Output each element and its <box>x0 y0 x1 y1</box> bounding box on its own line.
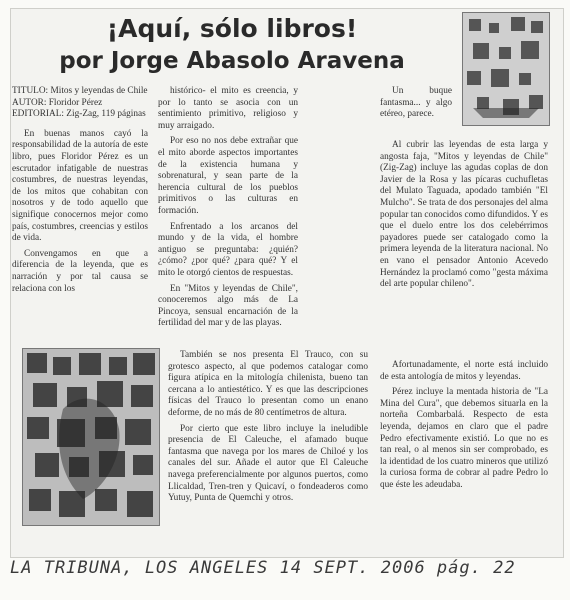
handwritten-caption: LA TRIBUNA, LOS ANGELES 14 SEPT. 2006 pág. 22 <box>10 558 516 578</box>
article-column-3a <box>380 86 452 125</box>
illustration-mosaic-image <box>22 348 160 526</box>
meta-title: TITULO: Mitos y leyendas de Chile <box>12 86 148 96</box>
headline-byline: por Jorge Abasolo Aravena <box>59 48 405 74</box>
paragraph: En buenas manos cayó la responsabilidad de la autoría de este libro, pues Floridor Pérez es un escrutador infatigable de nuestras costumbres, de nuestras leyendas, de los mitos que cohabitan con nosotros y de todo aquello que signifique conocernos mejor como país, costumbres, creencias y estilos de vida. <box>12 128 148 244</box>
meta-author: AUTOR: Floridor Pérez <box>12 97 103 108</box>
paragraph: Convengamos en que a diferencia de la leyenda, que es narración y por tal causa se relaciona con los <box>12 248 148 294</box>
article-column-3b <box>380 140 548 295</box>
headline-title: ¡Aquí, sólo libros! <box>106 14 358 43</box>
paragraph: En "Mitos y leyendas de Chile", conoceremos algo más de La Pincoya, sensual encarnación de la fertilidad del mar y de las playas. <box>158 283 298 329</box>
article-column-1 <box>12 86 148 299</box>
article-column-3c <box>380 360 548 496</box>
paragraph: Afortunadamente, el norte está incluido de esta antología de mitos y leyendas. <box>380 360 548 382</box>
paragraph: histórico- el mito es creencia, y por lo tanto se asocia con un sentimiento primitivo, religioso y muy arraigado. <box>158 86 298 131</box>
paragraph: Un buque fantasma... y algo etéreo, parece. <box>380 86 452 120</box>
illustration-ship-image <box>462 12 550 126</box>
paragraph: Por cierto que este libro incluye la ineludible presencia de El Caleuche, el afamado buque fantasma que navega por los mares de Chiloé y los canales del sur. Añade el autor que El Caleuche navega preferencialmente por algunos puertos, como Llicaldad, Tren-tren y Quicaví, o fondeaderos como Yutuy, Punta de Quemchi y otros. <box>168 423 368 504</box>
paragraph: Pérez incluye la mentada historia de "La Mina del Cura", que debemos situarla en la norteña Combarbalá. Respecto de esta leyenda, dejamos en claro que el padre Pedro efectivamente existió. Lo que no es tan real, o al menos sin ser comprobado, es la identidad de los cuatro mineros que utilizó la curiosa forma de cobrar al padre Pedro lo que éste les adeudaba. <box>380 387 548 490</box>
article-column-2b <box>168 350 368 509</box>
paragraph: Enfrentado a los arcanos del mundo y de la vida, el hombre antiguo se preguntaba: ¿quién? ¿cómo? ¿por qué? ¿para qué? Y el mito le otorgó cientos de respuestas. <box>158 221 298 278</box>
paragraph: Por eso no nos debe extrañar que el mito aborde aspectos importantes de la existencia humana y sobrenatural, y sean parte de la herencia cultural de los pueblos primitivos o las culturas en formación. <box>158 136 298 216</box>
paragraph: También se nos presenta El Trauco, con su grotesco aspecto, al que podemos catalogar como figura atípica en la mitología chilenista, bueno tan cercana a lo antiestético. Y es que las descripciones físicas del Trauco lo presentan como un enano deforme, de no más de 80 centímetros de altura. <box>168 350 368 418</box>
paragraph: Al cubrir las leyendas de esta larga y angosta faja, "Mitos y leyendas de Chile" (Zig-Zag) incluye las agudas coplas de don Javier de la Rosa y las pícaras cuchufletas del Mulato Taguada, apodado también "El Mulcho". Se trata de dos personajes del alma popular tan conocidos como difundidos. Y es que el duelo entre los dos celebérrimos payadores puede ser catalogado como la primera leyenda de la literatura nacional. No en vano el pensador Antonio Acevedo Hernández la proclamó como "gesta máxima del arte popular chileno". <box>380 140 548 290</box>
article-column-2 <box>158 86 298 334</box>
meta-publisher: EDITORIAL: Zig-Zag, 119 páginas <box>12 109 146 120</box>
